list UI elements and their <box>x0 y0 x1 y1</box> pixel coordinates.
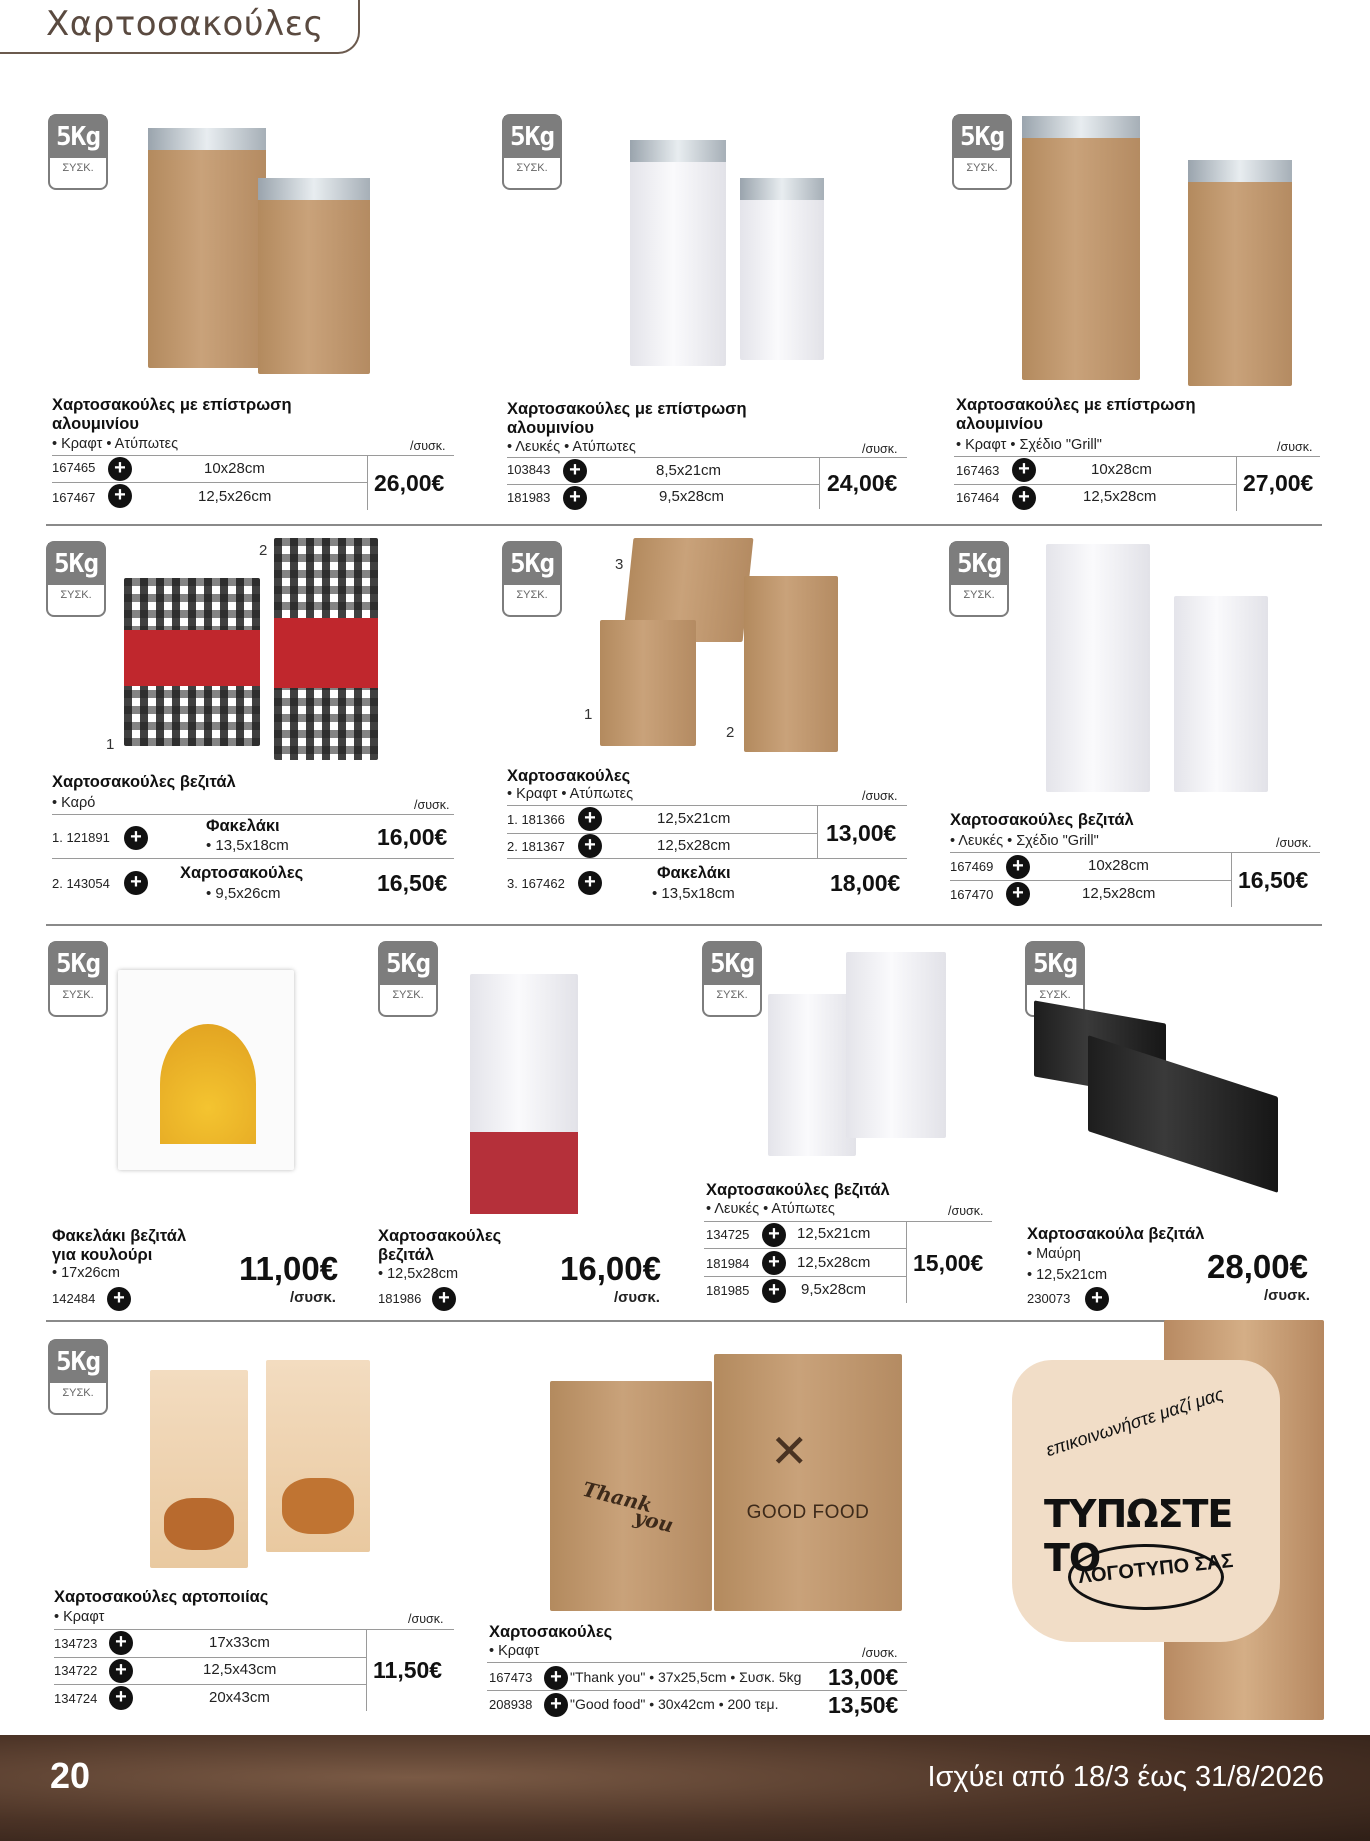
bread-graphic <box>282 1478 354 1534</box>
product-size: 20x43cm <box>209 1689 270 1706</box>
pack-badge: 5Kg ΣΥΣΚ. <box>949 541 1009 617</box>
product-size: 9,5x28cm <box>659 488 725 505</box>
product-size: 8,5x21cm <box>656 462 722 479</box>
product-image-white-grill-bag <box>1046 544 1150 792</box>
product-size: 9,5x28cm <box>801 1281 867 1298</box>
product-image-kraft-grill-bag <box>1022 116 1140 380</box>
product-title: Χαρτοσακούλες βεζιτάλ <box>706 1181 890 1199</box>
product-code: 2. 181367 <box>507 839 565 854</box>
product-description: "Good food" • 30x42cm • 200 τεμ. <box>570 1696 779 1712</box>
add-to-cart-icon[interactable]: + <box>1012 486 1036 510</box>
product-subtitle: • 12,5x21cm <box>1027 1267 1108 1283</box>
product-code: 181986 <box>378 1291 422 1306</box>
product-size: 10x28cm <box>1091 461 1152 478</box>
product-title: Χαρτοσακούλες <box>507 767 631 785</box>
product-code: 167473 <box>489 1670 533 1685</box>
section-divider <box>46 924 1322 926</box>
product-code: 167465 <box>52 460 96 475</box>
product-code: 167470 <box>950 887 994 902</box>
product-image-white-grill-bag <box>1174 596 1268 792</box>
promo-main-text: ΤΥΠΩΣΤΕ ΤΟ <box>1044 1492 1233 1580</box>
product-size: 10x28cm <box>1088 857 1149 874</box>
product-subtitle: • Κραφτ <box>489 1643 540 1659</box>
product-code: 1. 121891 <box>52 830 110 845</box>
product-code: 2. 143054 <box>52 876 110 891</box>
product-price: 27,00€ <box>1243 470 1314 496</box>
product-code: 181984 <box>706 1256 750 1271</box>
product-size: 12,5x28cm <box>657 837 731 854</box>
promo-arc-text: επικοινωνήστε μαζί μας <box>1043 1383 1227 1461</box>
table-rule <box>52 814 454 815</box>
table-rule <box>367 455 368 510</box>
product-size: 12,5x28cm <box>1083 488 1157 505</box>
pack-badge <box>48 114 108 190</box>
bread-graphic <box>164 1498 234 1550</box>
add-to-cart-icon[interactable]: + <box>563 459 587 483</box>
add-to-cart-icon[interactable]: + <box>578 834 602 858</box>
product-size: • 9,5x26cm <box>206 885 281 902</box>
product-title: Χαρτοσακούλες με επίστρωση αλουμινίου <box>52 396 292 433</box>
add-to-cart-icon[interactable]: + <box>578 807 602 831</box>
unit-label: /συσκ. <box>948 1204 984 1218</box>
product-price: 11,50€ <box>373 1657 443 1683</box>
product-size: • 13,5x18cm <box>206 837 289 854</box>
add-to-cart-icon[interactable]: + <box>109 1659 133 1683</box>
product-code: 208938 <box>489 1697 533 1712</box>
product-image-gingham-envelope <box>124 578 260 746</box>
product-variant: Χαρτοσακούλες <box>180 864 304 882</box>
product-variant: Φακελάκι <box>206 817 280 835</box>
product-title: Χαρτοσακούλες βεζιτάλ <box>378 1227 502 1264</box>
add-to-cart-icon[interactable]: + <box>109 1631 133 1655</box>
table-rule <box>507 833 817 834</box>
table-rule <box>366 1629 367 1711</box>
product-code: 1. 181366 <box>507 812 565 827</box>
add-to-cart-icon[interactable]: + <box>1012 458 1036 482</box>
product-subtitle: • Κραφτ <box>54 1609 105 1625</box>
unit-label: /συσκ. <box>410 439 446 453</box>
product-price: 15,00€ <box>913 1250 984 1276</box>
add-to-cart-icon[interactable]: + <box>109 1686 133 1710</box>
product-price: 13,00€ <box>826 820 897 846</box>
badge-label: ΣΥΣΚ. <box>62 162 94 174</box>
add-to-cart-icon[interactable]: + <box>107 1287 131 1311</box>
product-code: 134723 <box>54 1636 98 1651</box>
table-rule <box>704 1276 906 1277</box>
add-to-cart-icon[interactable]: + <box>544 1666 568 1690</box>
table-rule <box>487 1662 907 1663</box>
unit-label: /συσκ. <box>862 442 898 456</box>
add-to-cart-icon[interactable]: + <box>432 1287 456 1311</box>
table-rule <box>54 1657 366 1658</box>
bag-print-text: Thank <box>580 1476 655 1518</box>
product-price: 28,00€ <box>1207 1248 1308 1285</box>
add-to-cart-icon[interactable]: + <box>1085 1287 1109 1311</box>
table-rule <box>507 484 819 485</box>
add-to-cart-icon[interactable]: + <box>762 1251 786 1275</box>
product-size: 12,5x43cm <box>203 1661 277 1678</box>
product-title: Φακελάκι βεζιτάλ για κουλούρι <box>52 1227 187 1264</box>
product-price: 18,00€ <box>830 870 901 896</box>
table-rule <box>954 456 1320 457</box>
section-title: Χαρτοσακούλες <box>46 4 324 44</box>
product-image-kraft-bag-small <box>600 620 696 746</box>
product-image-kraft-foil-bag <box>148 128 266 368</box>
pack-badge: 5Kg ΣΥΣΚ. <box>1025 941 1085 1017</box>
table-rule <box>487 1690 907 1691</box>
add-to-cart-icon[interactable]: + <box>762 1223 786 1247</box>
product-image-white-bag <box>846 952 946 1138</box>
cutlery-icon: ✕ <box>770 1425 809 1477</box>
bag-print-text: GOOD FOOD <box>746 1502 870 1523</box>
table-rule <box>704 1221 992 1222</box>
product-price: 13,50€ <box>828 1692 899 1718</box>
product-image-kraft-foil-bag <box>258 178 370 374</box>
unit-label: /συσκ. <box>1276 836 1312 850</box>
product-title: Χαρτοσακούλες με επίστρωση αλουμινίου <box>956 396 1196 433</box>
product-code: 167469 <box>950 859 994 874</box>
section-divider <box>46 524 1322 526</box>
product-size: • 13,5x18cm <box>652 885 735 902</box>
product-image-black-bag <box>1088 1035 1278 1193</box>
product-price: 24,00€ <box>827 470 898 496</box>
add-to-cart-icon[interactable]: + <box>563 486 587 510</box>
product-price: 16,00€ <box>377 824 448 850</box>
add-to-cart-icon[interactable]: + <box>124 871 148 895</box>
add-to-cart-icon[interactable]: + <box>578 871 602 895</box>
unit-label: /συσκ. <box>414 798 450 812</box>
table-rule <box>950 880 1231 881</box>
add-to-cart-icon[interactable]: + <box>108 484 132 508</box>
table-rule <box>507 858 907 859</box>
product-code: 134724 <box>54 1691 98 1706</box>
unit-label: /συσκ. <box>862 789 898 803</box>
product-size: 12,5x28cm <box>1082 885 1156 902</box>
product-code: 167463 <box>956 463 1000 478</box>
table-rule <box>507 805 907 806</box>
section-divider <box>46 1320 1322 1322</box>
unit-label: /συσκ. <box>1264 1287 1310 1304</box>
table-rule <box>950 852 1320 853</box>
product-subtitle: • Λευκές • Ατύπωτες <box>706 1201 835 1217</box>
product-price: 13,00€ <box>828 1664 899 1690</box>
product-code: 167464 <box>956 490 1000 505</box>
product-size: 10x28cm <box>204 460 265 477</box>
product-subtitle: • 12,5x28cm <box>378 1266 459 1282</box>
product-image-koulouri-envelope <box>118 970 294 1170</box>
product-image-white-foil-bag <box>630 140 726 366</box>
add-to-cart-icon[interactable]: + <box>108 457 132 481</box>
promo-sub-text: ΛΟΓΟΤΥΠΟ ΣΑΣ <box>1077 1549 1235 1589</box>
add-to-cart-icon[interactable]: + <box>544 1693 568 1717</box>
pack-badge: 5Kg ΣΥΣΚ. <box>702 941 762 1017</box>
image-number: 1 <box>584 706 593 723</box>
product-code: 134722 <box>54 1663 98 1678</box>
section-header-tab <box>0 0 360 54</box>
product-subtitle: • Λευκές • Ατύπωτες <box>507 439 636 455</box>
product-price: 16,00€ <box>560 1250 661 1287</box>
product-price: 16,50€ <box>1238 867 1309 893</box>
image-number: 3 <box>615 556 624 573</box>
product-code: 142484 <box>52 1291 96 1306</box>
product-size: 12,5x26cm <box>198 488 272 505</box>
product-image-gingham-bag <box>274 538 378 760</box>
table-rule <box>906 1221 907 1303</box>
page-footer <box>0 1735 1370 1841</box>
product-size: 12,5x21cm <box>797 1225 871 1242</box>
product-size: 17x33cm <box>209 1634 270 1651</box>
table-rule <box>1231 852 1232 907</box>
table-rule <box>819 457 820 509</box>
pack-badge: 5Kg ΣΥΣΚ. <box>502 114 562 190</box>
product-title: Χαρτοσακούλες αρτοποιίας <box>54 1588 269 1606</box>
product-code: 230073 <box>1027 1291 1071 1306</box>
table-rule <box>954 484 1236 485</box>
unit-label: /συσκ. <box>862 1646 898 1660</box>
product-image-kraft-bag-large <box>744 576 838 752</box>
product-subtitle: • Κραφτ • Ατύπωτες <box>507 786 634 802</box>
product-code: 167467 <box>52 490 96 505</box>
pack-badge: 5Kg ΣΥΣΚ. <box>502 541 562 617</box>
product-code: 103843 <box>507 462 551 477</box>
product-subtitle: • Μαύρη <box>1027 1246 1081 1262</box>
bag-print-text: you <box>631 1504 676 1538</box>
product-code: 181985 <box>706 1283 750 1298</box>
product-code: 181983 <box>507 490 551 505</box>
product-image-white-bag <box>768 994 856 1156</box>
product-size: 12,5x28cm <box>797 1254 871 1271</box>
product-subtitle: • Κραφτ • Σχέδιο "Grill" <box>956 437 1102 453</box>
product-subtitle: • Καρό <box>52 795 96 811</box>
product-title: Χαρτοσακούλες με επίστρωση αλουμινίου <box>507 400 747 437</box>
product-title: Χαρτοσακούλες βεζιτάλ <box>950 811 1134 829</box>
product-subtitle: • Κραφτ • Ατύπωτες <box>52 436 179 452</box>
product-image-bakery-bag <box>266 1360 370 1552</box>
page-number: 20 <box>50 1755 91 1796</box>
table-rule <box>52 482 367 483</box>
wheat-graphic <box>160 1024 256 1144</box>
table-rule <box>52 858 454 859</box>
product-title: Χαρτοσακούλα βεζιτάλ <box>1027 1225 1205 1243</box>
product-image-thank-you-bag <box>550 1381 712 1611</box>
red-band-graphic <box>470 1132 578 1214</box>
image-number: 2 <box>259 542 268 559</box>
product-price: 26,00€ <box>374 470 445 496</box>
product-subtitle: • Λευκές • Σχέδιο "Grill" <box>950 833 1099 849</box>
product-price: 16,50€ <box>377 870 448 896</box>
pack-badge: 5Kg ΣΥΣΚ. <box>48 941 108 1017</box>
add-to-cart-icon[interactable]: + <box>124 826 148 850</box>
product-title: Χαρτοσακούλες βεζιτάλ <box>52 773 236 791</box>
badge-kg: 5Kg <box>50 116 106 158</box>
product-code: 134725 <box>706 1227 750 1242</box>
product-code: 3. 167462 <box>507 876 565 891</box>
pack-badge: 5Kg ΣΥΣΚ. <box>48 1339 108 1415</box>
add-to-cart-icon[interactable]: + <box>1006 882 1030 906</box>
product-image-kraft-grill-bag <box>1188 160 1292 386</box>
add-to-cart-icon[interactable]: + <box>762 1279 786 1303</box>
unit-label: /συσκ. <box>614 1289 660 1306</box>
table-rule <box>704 1248 906 1249</box>
table-rule <box>54 1684 366 1685</box>
unit-label: /συσκ. <box>290 1289 336 1306</box>
table-rule <box>817 805 818 858</box>
unit-label: /συσκ. <box>1277 440 1313 454</box>
product-size: 12,5x21cm <box>657 810 731 827</box>
product-price: 11,00€ <box>239 1250 339 1287</box>
table-rule <box>52 455 454 456</box>
pack-badge: 5Kg ΣΥΣΚ. <box>46 541 106 617</box>
add-to-cart-icon[interactable]: + <box>1006 855 1030 879</box>
pack-badge: 5Kg ΣΥΣΚ. <box>952 114 1012 190</box>
image-number: 1 <box>106 736 115 753</box>
product-description: "Thank you" • 37x25,5cm • Συσκ. 5kg <box>570 1669 802 1685</box>
table-rule <box>54 1629 454 1630</box>
image-number: 2 <box>726 724 735 741</box>
table-rule <box>1236 456 1237 511</box>
product-image-good-food-bag <box>714 1354 902 1611</box>
product-variant: Φακελάκι <box>657 864 731 882</box>
product-image-grill-time-bag <box>470 974 578 1214</box>
table-rule <box>507 457 907 458</box>
product-subtitle: • 17x26cm <box>52 1265 120 1281</box>
validity-text: Ισχύει από 18/3 έως 31/8/2026 <box>927 1761 1324 1793</box>
product-title: Χαρτοσακούλες <box>489 1623 613 1641</box>
pack-badge: 5Kg ΣΥΣΚ. <box>378 941 438 1017</box>
product-image-white-foil-bag <box>740 178 824 360</box>
unit-label: /συσκ. <box>408 1612 444 1626</box>
promo-print-logo-card[interactable] <box>1012 1360 1280 1642</box>
product-image-bakery-bag <box>150 1370 248 1568</box>
